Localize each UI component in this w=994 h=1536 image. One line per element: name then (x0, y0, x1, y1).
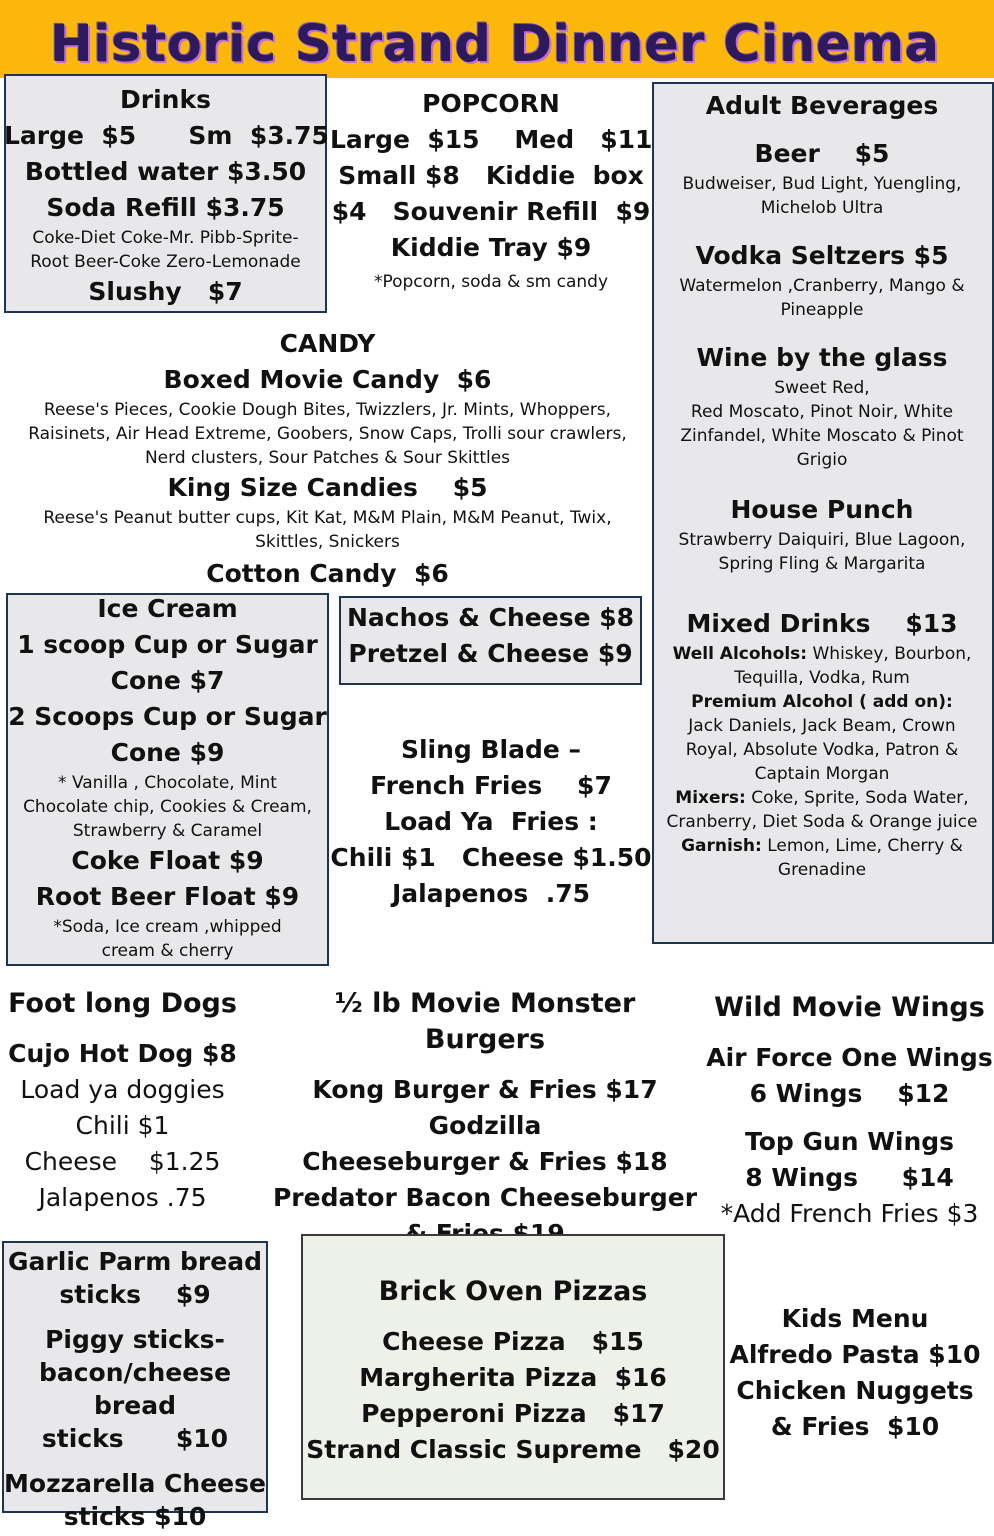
adult-beverages-section (652, 88, 992, 882)
king-size-title: King Size Candies $5 (167, 473, 488, 502)
ice-cream-flavors: * Vanilla , Chocolate, Mint (58, 773, 277, 793)
ice-cream-line: Cone $7 (110, 666, 225, 695)
kids-line: & Fries $10 (770, 1412, 940, 1441)
beer-title: Beer $5 (754, 139, 890, 168)
drinks-line: Bottled water $3.50 (24, 157, 307, 186)
float-note: cream & cherry (101, 941, 234, 961)
sticks-line: Garlic Parm bread (8, 1247, 262, 1276)
garnish (652, 834, 992, 858)
boxed-candy-desc: Raisinets, Air Head Extreme, Goobers, Snow Caps, Trolli sour crawlers, (28, 424, 627, 444)
dogs-section (0, 986, 245, 1216)
dogs-line: Chili $1 (75, 1111, 170, 1140)
popcorn-line: Small $8 Kiddie box (338, 161, 644, 190)
well-alcohols-line2: Tequilla, Vodka, Rum (734, 668, 910, 688)
beer-desc: Budweiser, Bud Light, Yuengling, (682, 174, 962, 194)
mixers-line2: Cranberry, Diet Soda & Orange juice (666, 812, 978, 832)
page-title: Historic Strand Dinner Cinema (50, 15, 940, 74)
wings-section (705, 990, 994, 1232)
garnish-label: Garnish: (681, 836, 762, 856)
dogs-line: Cheese $1.25 (24, 1147, 221, 1176)
drinks-heading: Drinks (120, 85, 211, 114)
sticks-line: Mozzarella Cheese (4, 1469, 266, 1498)
float-note: *Soda, Ice cream ,whipped (53, 917, 282, 937)
dogs-heading: Foot long Dogs (8, 988, 237, 1019)
wine-desc: Sweet Red, (774, 378, 870, 398)
cujo-hot-dog: Cujo Hot Dog $8 (8, 1039, 237, 1068)
kids-heading: Kids Menu (781, 1304, 929, 1333)
premium-desc: Jack Daniels, Jack Beam, Crown (688, 716, 956, 736)
burger-line: Predator Bacon Cheeseburger (272, 1183, 698, 1212)
mixers-label: Mixers: (675, 788, 746, 808)
slushy-item: Slushy $7 (88, 277, 243, 306)
boxed-candy-desc: Nerd clusters, Sour Patches & Sour Skittles (144, 448, 511, 468)
pizza-heading: Brick Oven Pizzas (378, 1276, 648, 1307)
wine-desc: Red Moscato, Pinot Noir, White (690, 402, 954, 422)
soda-flavors: Coke-Diet Coke-Mr. Pibb-Sprite- (32, 228, 299, 248)
dogs-line: Load ya doggies (20, 1075, 225, 1104)
premium-label: Premium Alcohol ( add on): (691, 692, 953, 712)
drinks-section (4, 82, 327, 310)
punch-desc: Strawberry Daiquiri, Blue Lagoon, (678, 530, 966, 550)
cotton-candy: Cotton Candy $6 (206, 559, 449, 588)
nachos-section (339, 600, 642, 672)
vodka-desc: Pineapple (780, 300, 864, 320)
ice-cream-section (6, 591, 329, 963)
candy-section (0, 326, 655, 592)
mixers-text: Coke, Sprite, Soda Water, (745, 788, 969, 808)
wings-note: *Add French Fries $3 (720, 1199, 979, 1228)
fries-line: Load Ya Fries : (384, 807, 598, 836)
popcorn-note: *Popcorn, soda & sm candy (373, 272, 609, 292)
wings-line: 6 Wings $12 (749, 1079, 950, 1108)
burgers-heading: ½ lb Movie Monster Burgers (334, 988, 636, 1055)
fries-line: Jalapenos .75 (391, 879, 590, 908)
wings-line: Top Gun Wings (744, 1127, 955, 1156)
ice-cream-line: Cone $9 (110, 738, 225, 767)
fries-line: Chili $1 Cheese $1.50 (330, 843, 652, 872)
vodka-desc: Watermelon ,Cranberry, Mango & (679, 276, 965, 296)
garnish-line2: Grenadine (777, 860, 867, 880)
wine-desc: Zinfandel, White Moscato & Pinot (680, 426, 964, 446)
burger-line: Godzilla (428, 1111, 542, 1140)
pizza-line: Margherita Pizza $16 (359, 1363, 667, 1392)
punch-desc: Spring Fling & Margarita (718, 554, 926, 574)
mixed-title: Mixed Drinks $13 (686, 609, 958, 638)
kids-line: Alfredo Pasta $10 (729, 1340, 981, 1369)
sticks-line: sticks $10 (41, 1424, 229, 1453)
pizza-line: Strand Classic Supreme $20 (306, 1435, 720, 1464)
wings-heading: Wild Movie Wings (714, 992, 985, 1023)
wine-desc: Grigio (796, 450, 848, 470)
popcorn-heading: POPCORN (422, 89, 560, 118)
drinks-line: Large $5 Sm $3.75 (4, 121, 329, 150)
sticks-line: sticks $9 (59, 1280, 211, 1309)
boxed-candy-desc: Reese's Pieces, Cookie Dough Bites, Twizzlers, Jr. Mints, Whoppers, (43, 400, 612, 420)
boxed-candy-title: Boxed Movie Candy $6 (163, 365, 492, 394)
vodka-title: Vodka Seltzers $5 (695, 241, 949, 270)
premium-desc: Royal, Absolute Vodka, Patron & (685, 740, 959, 760)
nachos-item: Nachos & Cheese $8 (346, 603, 635, 632)
kids-menu-section (725, 1301, 985, 1445)
wings-line: Air Force One Wings (706, 1043, 993, 1072)
pretzel-item: Pretzel & Cheese $9 (348, 639, 633, 668)
well-label: Well Alcohols: (672, 644, 808, 664)
kids-line: Chicken Nuggets (736, 1376, 974, 1405)
popcorn-line: Large $15 Med $11 (330, 125, 653, 154)
wine-title: Wine by the glass (696, 343, 948, 372)
float-item: Root Beer Float $9 (35, 882, 300, 911)
popcorn-line: $4 Souvenir Refill $9 (331, 197, 651, 226)
popcorn-line: Kiddie Tray $9 (390, 233, 592, 262)
well-alcohols (652, 642, 992, 666)
adult-heading: Adult Beverages (705, 91, 939, 120)
sticks-line: Piggy sticks- (45, 1325, 225, 1354)
punch-title: House Punch (730, 495, 914, 524)
ice-cream-flavors: Strawberry & Caramel (72, 821, 263, 841)
soda-flavors: Root Beer-Coke Zero-Lemonade (30, 252, 301, 272)
king-size-desc: Skittles, Snickers (255, 532, 400, 552)
pizza-line: Cheese Pizza $15 (382, 1327, 644, 1356)
sticks-line: bacon/cheese bread (38, 1358, 232, 1420)
float-item: Coke Float $9 (71, 846, 264, 875)
pizza-line: Pepperoni Pizza $17 (361, 1399, 665, 1428)
well-text: Whiskey, Bourbon, (807, 644, 972, 664)
garnish-text: Lemon, Lime, Cherry & (761, 836, 963, 856)
fries-line: Sling Blade – (400, 735, 582, 764)
ice-cream-line: 1 scoop Cup or Sugar (17, 630, 318, 659)
ice-cream-line: 2 Scoops Cup or Sugar (8, 702, 327, 731)
beer-desc: Michelob Ultra (760, 198, 884, 218)
premium-desc: Captain Morgan (754, 764, 890, 784)
ice-cream-heading: Ice Cream (97, 594, 238, 623)
candy-heading: CANDY (279, 329, 376, 358)
fries-line: French Fries $7 (370, 771, 612, 800)
fries-section (330, 732, 652, 912)
mixers (652, 786, 992, 810)
king-size-desc: Reese's Peanut butter cups, Kit Kat, M&M Plain, M&M Peanut, Twix, (43, 508, 612, 528)
wings-line: 8 Wings $14 (745, 1163, 954, 1192)
pizza-section (301, 1274, 725, 1468)
bread-sticks-section (2, 1245, 268, 1533)
dogs-line: Jalapenos .75 (38, 1183, 207, 1212)
burger-line: Cheeseburger & Fries $18 (302, 1147, 668, 1176)
burgers-section (270, 986, 700, 1252)
sticks-line: sticks $10 (63, 1502, 207, 1531)
ice-cream-flavors: Chocolate chip, Cookies & Cream, (23, 797, 312, 817)
popcorn-section (330, 86, 652, 294)
burger-line: Kong Burger & Fries $17 (312, 1075, 658, 1104)
drinks-line: Soda Refill $3.75 (46, 193, 285, 222)
